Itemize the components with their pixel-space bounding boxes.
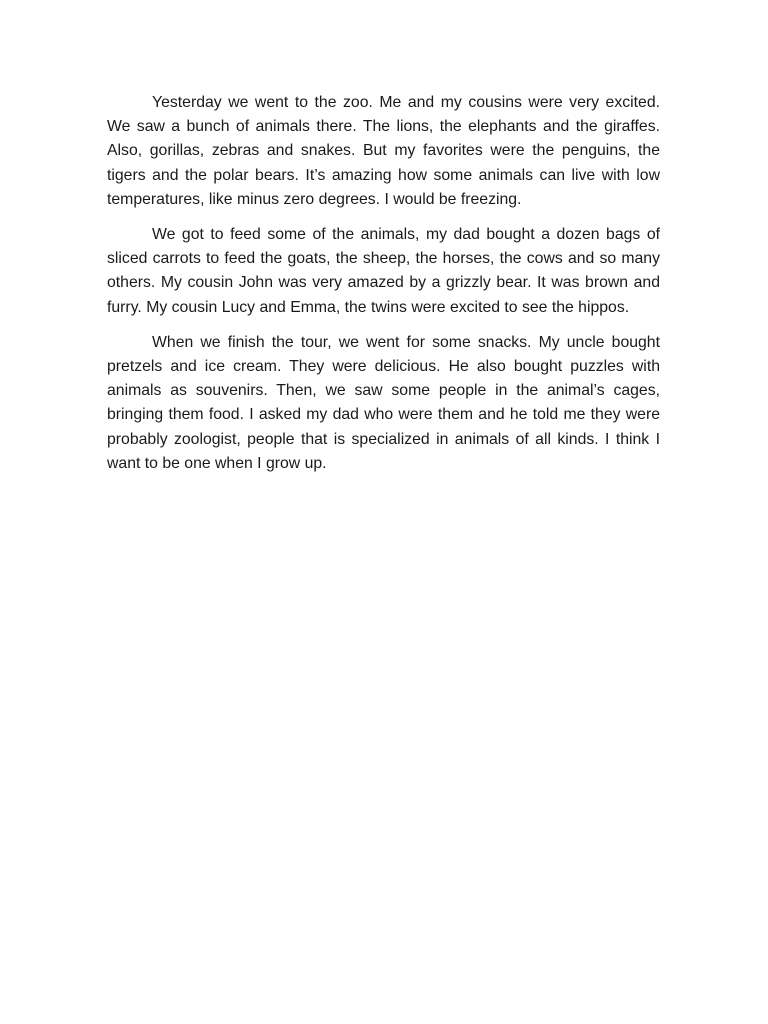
- paragraph-feeding-animals: We got to feed some of the animals, my dad bought a dozen bags of sliced carrots to feed the goats, the sheep, the horses, the cows and so many others. My cousin John was very amazed by a grizzly bear. It was brown and furry. My cousin Lucy and Emma, the twins were excited to see the hippos.: [107, 226, 660, 316]
- paragraph-zoo-visit: Yesterday we went to the zoo. Me and my cousins were very excited. We saw a bunch of animals there. The lions, the elephants and the giraffes. Also, gorillas, zebras and snakes. But my favorites were the penguins, the tigers and the polar bears. It’s amazing how some animals can live with low temperatures, like minus zero degrees. I would be freezing.: [107, 94, 660, 208]
- paragraph-snacks-and-zoologist: When we finish the tour, we went for some snacks. My uncle bought pretzels and ice cream. They were delicious. He also bought puzzles with animals as souvenirs. Then, we saw some people in the animal’s cages, bringing them food. I asked my dad who were them and he told me they were probably zoologist, people that is specialized in animals of all kinds. I think I want to be one when I grow up.: [107, 333, 660, 472]
- document-body: [107, 91, 660, 487]
